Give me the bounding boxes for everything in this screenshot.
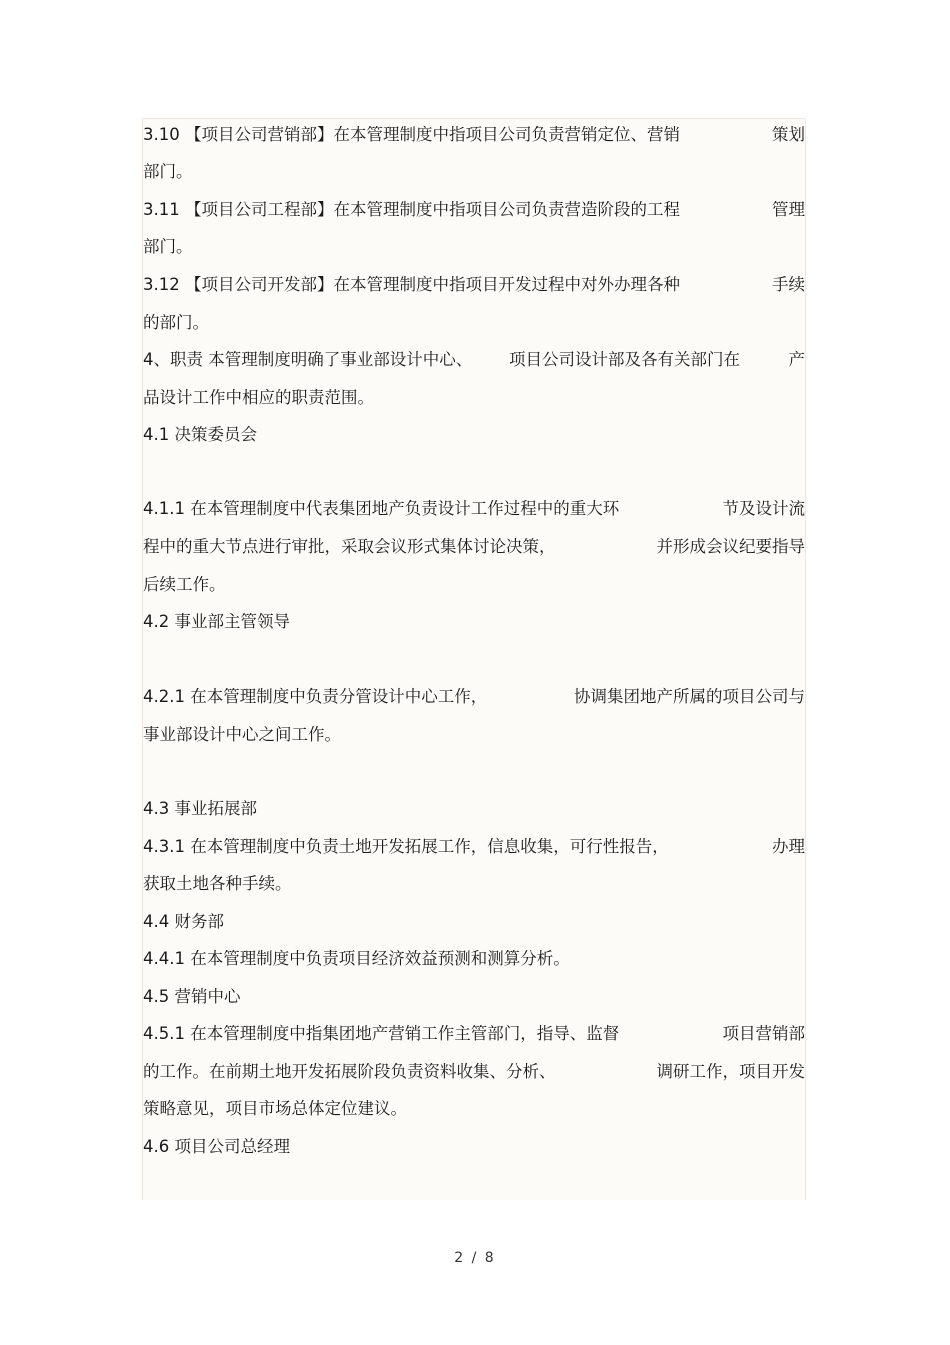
paragraph-line-4-3-1: [143, 836, 805, 858]
line-text-right: 手续: [772, 275, 805, 294]
heading-text: 4.5 营销中心: [143, 987, 241, 1006]
heading-text: 4.2 事业部主管领导: [143, 612, 290, 631]
line-text: 获取土地各种手续。: [143, 874, 292, 893]
line-text-right: 并形成会议纪要指导: [656, 537, 805, 556]
line-text: 程中的重大节点进行审批，采取会议形式集体讨论决策，: [143, 537, 556, 556]
paragraph-line-3-10: [143, 124, 805, 146]
line-text: 品设计工作中相应的职责范围。: [143, 388, 374, 407]
paragraph-line: [143, 236, 805, 258]
line-text: 4.2.1 在本管理制度中负责分管设计中心工作，: [143, 687, 488, 706]
heading-text: 4.1 决策委员会: [143, 425, 257, 444]
line-text-right: 办理: [772, 837, 805, 856]
paragraph-line-3-12: [143, 274, 805, 296]
line-text: 后续工作。: [143, 575, 226, 594]
heading-text: 4.3 事业拓展部: [143, 799, 257, 818]
section-heading-4-2: [143, 611, 805, 633]
line-text-right: 协调集团地产所属的项目公司与: [574, 687, 805, 706]
heading-text: 4.6 项目公司总经理: [143, 1137, 290, 1156]
paragraph-line: [143, 873, 805, 895]
paragraph-line: [143, 161, 805, 183]
line-text: 策略意见，项目市场总体定位建议。: [143, 1099, 407, 1118]
section-heading-4-3: [143, 798, 805, 820]
line-text: 4.1.1 在本管理制度中代表集团地产负责设计工作过程中的重大环: [143, 499, 620, 518]
line-text: 的部门。: [143, 313, 209, 332]
line-text: 3.12 【项目公司开发部】在本管理制度中指项目开发过程中对外办理各种: [143, 275, 680, 294]
section-heading-4-4: [143, 911, 805, 933]
paragraph-line: [143, 312, 805, 334]
paragraph-line-4-1-1: [143, 498, 805, 520]
paragraph-line-4-5-1: [143, 1023, 805, 1045]
paragraph-line: [143, 574, 805, 596]
line-text-right: 项目营销部: [722, 1024, 805, 1043]
paragraph-line: [143, 724, 805, 746]
paragraph-line: [143, 1061, 805, 1083]
page-number: 2 / 8: [454, 1250, 496, 1266]
line-text: 4.4.1 在本管理制度中负责项目经济效益预测和测算分析。: [143, 949, 570, 968]
line-text: 3.10 【项目公司营销部】在本管理制度中指项目公司负责营销定位、营销: [143, 125, 680, 144]
paragraph-line: [143, 387, 805, 409]
paragraph-line: [143, 536, 805, 558]
section-heading-4-6: [143, 1136, 805, 1158]
paragraph-line-4-2-1: [143, 686, 805, 708]
line-text: 部门。: [143, 162, 193, 181]
section-heading-4-1: [143, 424, 805, 446]
line-text: 4.5.1 在本管理制度中指集团地产营销工作主管部门，指导、监督: [143, 1024, 620, 1043]
line-text: 4.3.1 在本管理制度中负责土地开发拓展工作，信息收集，可行性报告，: [143, 837, 669, 856]
line-text: 4、职责 本管理制度明确了事业部设计中心、: [143, 350, 473, 369]
line-text-right: 策划: [772, 125, 805, 144]
paragraph-line-4: [143, 349, 805, 371]
line-text: 事业部设计中心之间工作。: [143, 725, 341, 744]
paragraph-line: [143, 1098, 805, 1120]
section-heading-4-5: [143, 986, 805, 1008]
heading-text: 4.4 财务部: [143, 912, 224, 931]
line-text-right: 调研工作，项目开发: [656, 1062, 805, 1081]
line-text-middle: 项目公司设计部及各有关部门在: [509, 350, 740, 369]
paragraph-line-3-11: [143, 199, 805, 221]
line-text-right: 管理: [772, 200, 805, 219]
line-text: 3.11 【项目公司工程部】在本管理制度中指项目公司负责营造阶段的工程: [143, 200, 680, 219]
line-text-right: 产: [788, 350, 805, 369]
line-text: 的工作。在前期土地开发拓展阶段负责资料收集、分析、: [143, 1062, 556, 1081]
line-text: 部门。: [143, 237, 193, 256]
line-text-right: 节及设计流: [722, 499, 805, 518]
paragraph-line-4-4-1: [143, 948, 805, 970]
